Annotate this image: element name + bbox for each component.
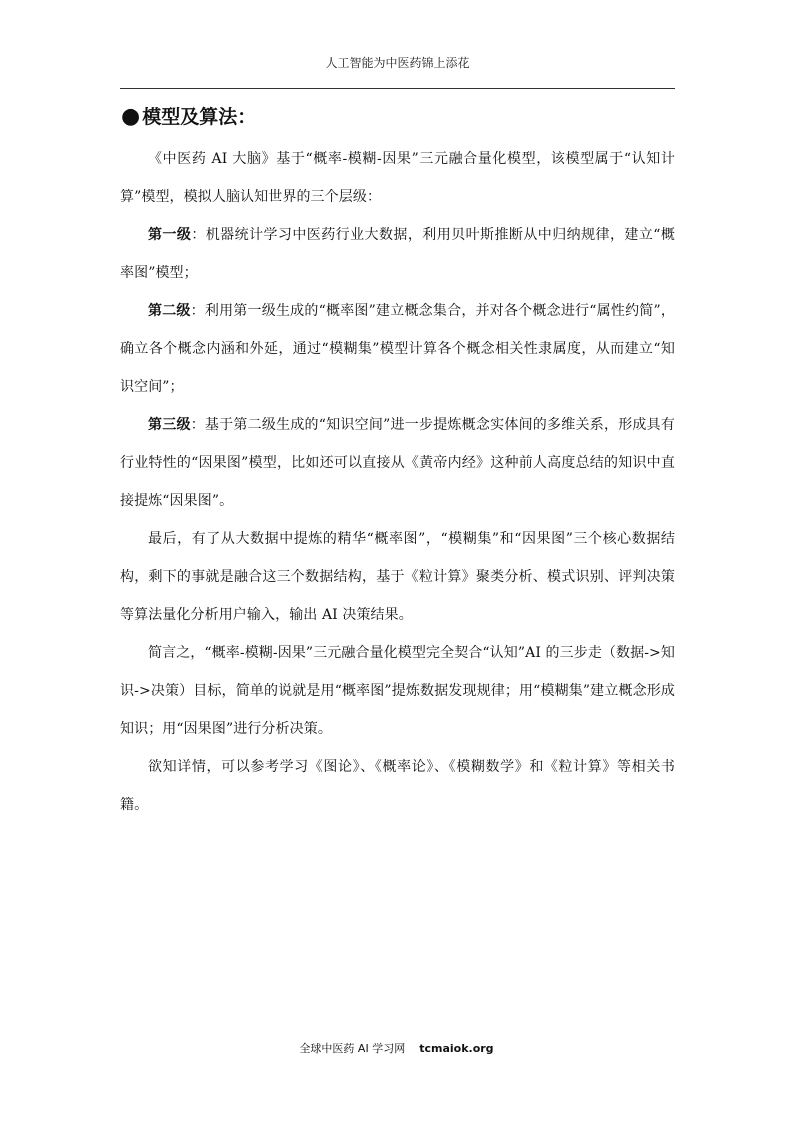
- paragraph-level-2: [120, 292, 675, 406]
- paragraph-references: 欲知详情，可以参考学习《图论》、《概率论》、《模糊数学》和《粒计算》等相关书籍。: [120, 759, 675, 813]
- paragraph-finally: 最后，有了从大数据中提炼的精华“概率图”，“模糊集”和“因果图”三个核心数据结构，剩下的事就是融合这三个数据结构，基于《粒计算》聚类分析、模式识别、评判决策等算法量化分析用户输入，输出 AI 决策结果。: [120, 531, 675, 623]
- header-title: 人工智能为中医药锦上添花: [325, 56, 470, 70]
- paragraph-level-3: [120, 406, 675, 520]
- level-2-label: 第二级: [148, 303, 191, 319]
- footer-label: 全球中医药 AI 学习网: [299, 1042, 406, 1055]
- level-1-label: 第一级: [148, 227, 192, 243]
- header-divider: [120, 88, 675, 89]
- bullet-icon: ●: [121, 104, 141, 129]
- footer-site-link[interactable]: tcmaiok.org: [419, 1042, 494, 1055]
- section-heading-text: 模型及算法：: [142, 106, 257, 128]
- page-footer: [0, 1040, 793, 1056]
- paragraph-summary: 简言之，“概率-模糊-因果”三元融合量化模型完全契合“认知”AI 的三步走（数据->知识->决策）目标，简单的说就是用“概率图”提炼数据发现规律；用“模糊集”建立概念形成知识；用“因果图”进行分析决策。: [120, 645, 675, 737]
- section-heading: [121, 100, 256, 134]
- level-3-label: 第三级: [148, 417, 191, 433]
- level-1-text: ：机器统计学习中医药行业大数据，利用贝叶斯推断从中归纳规律，建立“概率图”模型；: [120, 227, 675, 281]
- level-3-text: ：基于第二级生成的“知识空间”进一步提炼概念实体间的多维关系，形成具有行业特性的“因果图”模型，比如还可以直接从《黄帝内经》这种前人高度总结的知识中直接提炼“因果图”。: [120, 417, 675, 509]
- body-content: [120, 140, 675, 824]
- paragraph-level-1: [120, 216, 675, 292]
- paragraph-intro: 《中医药 AI 大脑》基于“概率-模糊-因果”三元融合量化模型，该模型属于“认知计算”模型，模拟人脑认知世界的三个层级：: [120, 151, 675, 205]
- level-2-text: ：利用第一级生成的“概率图”建立概念集合，并对各个概念进行“属性约简”，确立各个概念内涵和外延，通过“模糊集”模型计算各个概念相关性隶属度，从而建立“知识空间”；: [120, 303, 675, 395]
- page-header: [120, 54, 675, 71]
